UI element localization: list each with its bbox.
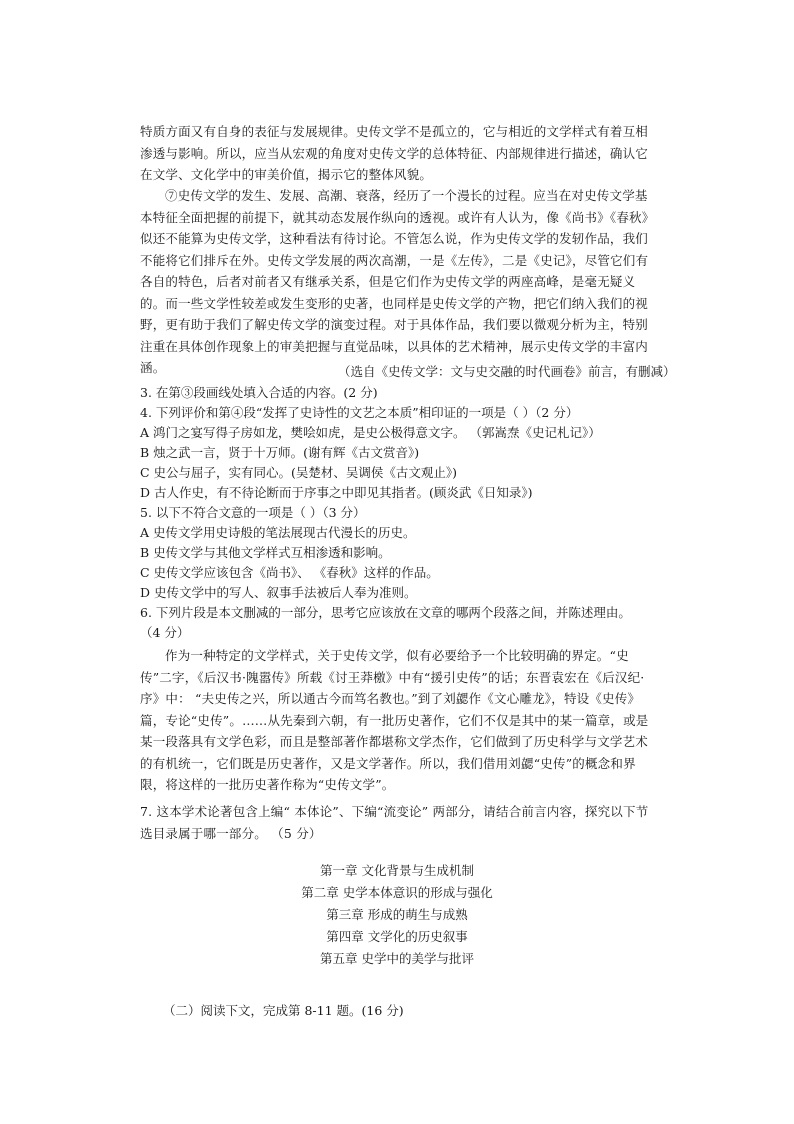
question-4-option-c: C 史公与屈子，实有同心。(吴楚材、吴调侯《古文观止》) (140, 465, 458, 480)
question-5-stem: 5. 以下不符合文意的一项是（ ）（3 分） (140, 505, 366, 520)
question-5-option-a: A 史传文学用史诗般的笔法展现古代漫长的历史。 (140, 525, 416, 540)
question-4-option-b: B 烛之武一言，贤于十万师。(谢有辉《古文赏音》) (140, 445, 420, 460)
toc-chapter-2: 第二章 史学本体意识的形成与强化 (301, 885, 493, 900)
question-4-option-a: A 鸿门之宴写得子房如龙，樊哙如虎，是史公极得意文字。 （郭嵩焘《史记札记》） (140, 425, 601, 440)
question-5-option-b: B 史传文学与其他文学样式互相渗透和影响。 (140, 545, 391, 560)
question-4-option-d: D 古人作史，有不待论断而于序事之中即见其指者。(顾炎武《日知录》) (140, 485, 533, 500)
question-7-stem: 7. 这本学术论著包含上编“ 本体论”、下编“流变论” 两部分，请结合前言内容，探究以下节选目录属于哪一部分。 （5 分） (140, 804, 649, 841)
source-citation: （选自《史传文学：文与史交融的时代画卷》前言，有删减） (338, 364, 676, 379)
question-5-option-c: C 史传文学应该包含《尚书》、 《春秋》这样的作品。 (140, 565, 439, 580)
toc-chapter-5: 第五章 史学中的美学与批评 (320, 951, 474, 966)
question-6-excerpt: 作为一种特定的文学样式，关于史传文学，似有必要给予一个比较明确的界定。“史传”二字，《后汉书·隗嚣传》所载《讨王莽檄》中有“援引史传”的话；东晋袁宏在《后汉纪·序》中： “夫史传之兴，所以通古今而笃名教也。”到了刘勰作《文心雕龙》，特设《史传》篇，专论“史传”。……从先秦到六朝，有一批历史著作，它们不仅是其中的某一篇章，或是某一段落具有文学色彩，而且是整部著作都堪称文学杰作，它们做到了历史科学与文学艺术的有机统一，它们既是历史著作，又是文学著作。所以，我们借用刘勰“史传”的概念和界限，将这样的一批历史著作称为“史传文学”。 (140, 648, 649, 792)
toc-chapter-4: 第四章 文学化的历史叙事 (326, 929, 468, 944)
section-2-heading: （二）阅读下文，完成第 8-11 题。(16 分) (163, 1003, 404, 1018)
question-6-stem: 6. 下列片段是本文删减的一部分，思考它应该放在文章的哪两个段落之间，并陈述理由。 (140, 605, 631, 620)
toc-chapter-3: 第三章 形成的萌生与成熟 (326, 907, 468, 922)
question-4-stem: 4. 下列评价和第④段“发挥了史诗性的文艺之本质”相印证的一项是（ ）（2 分） (140, 405, 579, 420)
passage-paragraph-7: ⑦史传文学的发生、发展、高潮、衰落，经历了一个漫长的过程。应当在对史传文学基本特征全面把握的前提下，就其动态发展作纵向的透视。或许有人认为，像《尚书》《春秋》似还不能算为史传文学，这种看法有待讨论。不管怎么说，作为史传文学的发轫作品，我们不能将它们排斥在外。史传文学发展的两次高潮，一是《左传》，二是《史记》，尽管它们有各自的特色，后者对前者又有继承关系，但是它们作为史传文学的两座高峰，是毫无疑义的。而一些文学性较差或发生变形的史著，也同样是史传文学的产物，把它们纳入我们的视野，更有助于我们了解史传文学的演变过程。对于具体作品，我们要以微观分析为主，特别注重在具体创作现象上的审美把握与直觉品味，以具体的艺术精神，展示史传文学的丰富内涵。 (140, 188, 655, 375)
question-6-points: （4 分） (140, 625, 190, 640)
question-5-option-d: D 史传文学中的写人、叙事手法被后人奉为准则。 (140, 585, 417, 600)
toc-chapter-1: 第一章 文化背景与生成机制 (320, 863, 474, 878)
passage-paragraph-continued: 特质方面又有自身的表征与发展规律。史传文学不是孤立的，它与相近的文学样式有着互相渗透与影响。所以，应当从宏观的角度对史传文学的总体特征、内部规律进行描述，确认它在文学、文化学中的审美价值，揭示它的整体风貌。 (140, 124, 649, 182)
question-3: 3. 在第③段画线处填入合适的内容。(2 分) (140, 385, 378, 400)
